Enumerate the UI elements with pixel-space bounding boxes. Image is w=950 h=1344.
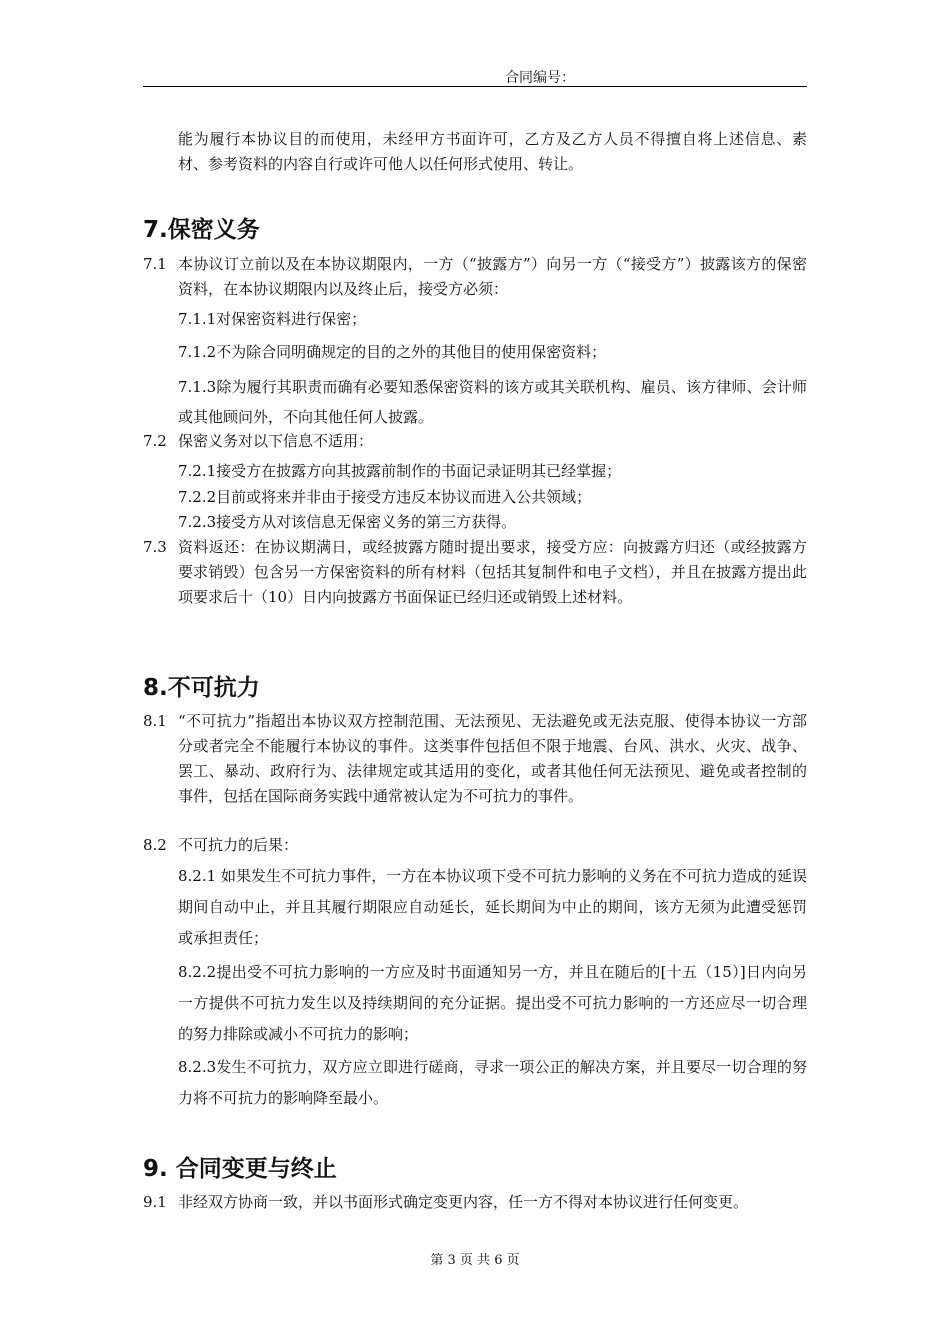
section-8-heading: 8.不可抗力	[143, 675, 260, 701]
clause-text: 资料返还：在协议期满日，或经披露方随时提出要求，接受方应：向披露方归还（或经披露方要求销毁）包含另一方保密资料的所有材料（包括其复制件和电子文档），并且在披露方提出此项要求后十（10）日内向披露方书面保证已经归还或销毁上述材料。	[178, 538, 807, 606]
clause-number: 9.1	[143, 1193, 167, 1211]
clause-9-1	[143, 1190, 807, 1215]
clause-number: 8.1	[143, 712, 167, 730]
intro-paragraph: 能为履行本协议目的而使用，未经甲方书面许可，乙方及乙方人员不得擅自将上述信息、素材、参考资料的内容自行或许可他人以任何形式使用、转让。	[178, 130, 807, 173]
clause-text: “不可抗力”指超出本协议双方控制范围、无法预见、无法避免或无法克服、使得本协议一方部分或者完全不能履行本协议的事件。这类事件包括但不限于地震、台风、洪水、火灾、战争、罢工、暴动、政府行为、法律规定或其适用的变化，或者其他任何无法预见、避免或者控制的事件，包括在国际商务实践中通常被认定为不可抗力的事件。	[178, 712, 807, 805]
clause-7-2-2: 7.2.2目前或将来并非由于接受方违反本协议而进入公共领域；	[178, 488, 592, 506]
clause-text: 非经双方协商一致，并以书面形式确定变更内容，任一方不得对本协议进行任何变更。	[178, 1193, 749, 1211]
clause-number: 7.2	[143, 432, 167, 450]
clause-7-2-3: 7.2.3接受方从对该信息无保密义务的第三方获得。	[178, 513, 517, 531]
clause-7-1-2: 7.1.2不为除合同明确规定的目的之外的其他目的使用保密资料；	[178, 343, 607, 361]
clause-number: 8.2	[143, 836, 167, 854]
clause-number: 7.1	[143, 255, 167, 273]
clause-7-1-3: 7.1.3除为履行其职责而确有必要知悉保密资料的该方或其关联机构、雇员、该方律师、会计师或其他顾问外，不向其他任何人披露。	[178, 378, 807, 426]
clause-text: 保密义务对以下信息不适用：	[178, 432, 374, 450]
clause-8-2-1: 8.2.1 如果发生不可抗力事件，一方在本协议项下受不可抗力影响的义务在不可抗力造成的延误期间自动中止，并且其履行期限应自动延长，延长期间为中止的期间，该方无须为此遭受惩罚或承担责任；	[178, 867, 807, 947]
section-7-heading: 7.保密义务	[143, 217, 260, 243]
clause-8-1	[143, 709, 807, 809]
clause-7-1-1: 7.1.1对保密资料进行保密；	[178, 310, 367, 328]
clause-7-3	[143, 535, 807, 610]
contract-number-label: 合同编号：	[505, 70, 575, 86]
page-number-footer: 第 3 页 共 6 页	[430, 1253, 520, 1268]
section-9-heading: 9. 合同变更与终止	[143, 1156, 337, 1182]
clause-7-2	[143, 429, 807, 454]
clause-7-2-1: 7.2.1接受方在披露方向其披露前制作的书面记录证明其已经掌握；	[178, 462, 622, 480]
clause-8-2-3: 8.2.3发生不可抗力，双方应立即进行磋商，寻求一项公正的解决方案，并且要尽一切合理的努力将不可抗力的影响降至最小。	[178, 1058, 807, 1107]
clause-8-2-2: 8.2.2提出受不可抗力影响的一方应及时书面通知另一方，并且在随后的[十五（15）]日内向另一方提供不可抗力发生以及持续期间的充分证据。提出受不可抗力影响的一方还应尽一切合理的努力排除或减小不可抗力的影响；	[178, 963, 807, 1043]
clause-text: 本协议订立前以及在本协议期限内，一方（“披露方”）向另一方（“接受方”）披露该方的保密资料，在本协议期限内以及终止后，接受方必须：	[178, 255, 807, 298]
clause-8-2	[143, 833, 807, 858]
clause-number: 7.3	[143, 538, 167, 556]
clause-text: 不可抗力的后果：	[178, 836, 299, 854]
clause-7-1	[143, 252, 807, 302]
